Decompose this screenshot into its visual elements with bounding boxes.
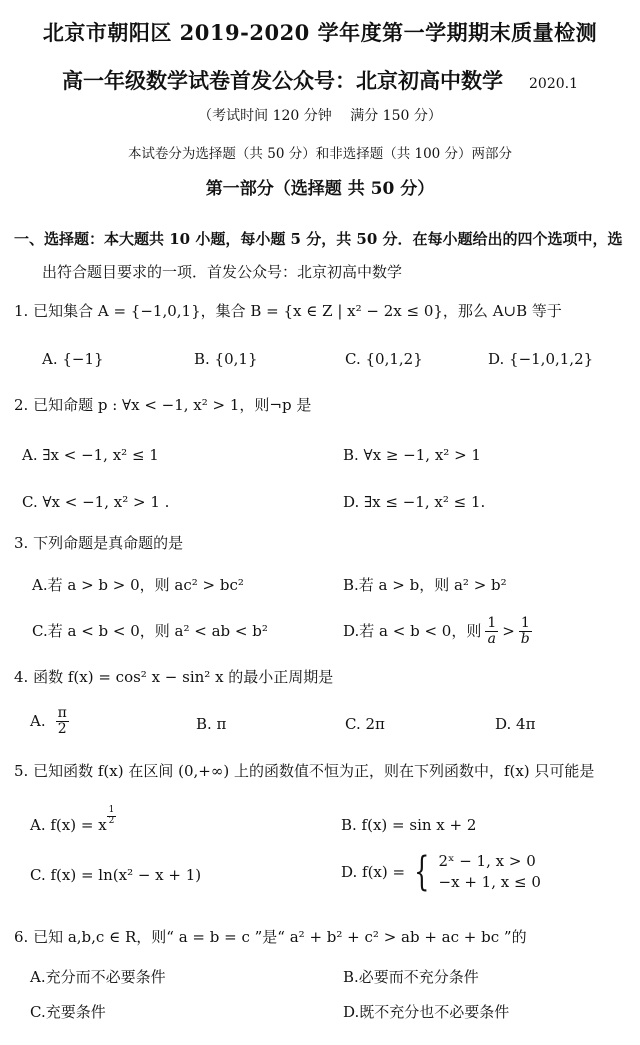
exam-subtitle xyxy=(0,70,640,91)
q5d-case-2: −x + 1, x ≤ 0 xyxy=(438,873,541,891)
question-6-stem: 6. 已知 a,b,c ∈ R，则“ a = b = c ”是“ a² + b² + c² > ab + ac + bc ”的 xyxy=(14,928,527,946)
q3d-fraction-1: $\frac{1}{a}$ xyxy=(487,615,497,648)
exam-info: （考试时间 120 分钟 满分 150 分） xyxy=(198,108,442,124)
question-6-option-c: C.充要条件 xyxy=(30,1003,106,1021)
question-2-option-c: C. ∀x < −1, x² > 1 . xyxy=(22,493,170,511)
exam-date: 2020.1 xyxy=(529,76,578,92)
question-1-option-c: C. {0,1,2} xyxy=(345,350,423,368)
q5a-exponent: $\frac{1}{2}$ xyxy=(108,805,115,826)
q4a-fraction: $\frac{\pi}{2}$ xyxy=(57,705,67,738)
subtitle-text: 高一年级数学试卷首发公众号：北京初高中数学 xyxy=(62,68,503,93)
question-1-option-a: A. {−1} xyxy=(42,350,104,368)
question-1-option-b: B. {0,1} xyxy=(194,350,258,368)
question-3-stem: 3. 下列命题是真命题的是 xyxy=(14,534,184,552)
exam-title: 北京市朝阳区 2019-2020 学年度第一学期期末质量检测 xyxy=(42,20,598,45)
section-instructions-line2: 出符合题目要求的一项．首发公众号：北京初高中数学 xyxy=(42,263,403,281)
q5d-brace: { xyxy=(414,849,430,895)
q5d-label: D. f(x) = xyxy=(341,862,406,881)
question-6-option-a: A.充分而不必要条件 xyxy=(30,968,166,986)
question-4-option-d: D. 4π xyxy=(495,715,536,733)
question-4-option-c: C. 2π xyxy=(345,715,385,733)
q4a-label: A. xyxy=(30,712,46,731)
q3d-fraction-2: $\frac{1}{b}$ xyxy=(520,615,530,648)
question-1-stem: 1. 已知集合 A = {−1,0,1}，集合 B = {x ∈ Z | x² − 2x ≤ 0}，那么 A∪B 等于 xyxy=(14,302,562,320)
question-3-option-b: B.若 a > b，则 a² > b² xyxy=(343,576,507,594)
question-3-option-a: A.若 a > b > 0，则 ac² > bc² xyxy=(32,576,244,594)
question-3-option-c: C.若 a < b < 0，则 a² < ab < b² xyxy=(32,622,268,640)
q5a-label: A. f(x) = x xyxy=(30,816,107,834)
question-4-option-b: B. π xyxy=(196,715,227,733)
question-4-option-a xyxy=(30,706,69,738)
paper-note: 本试卷分为选择题（共 50 分）和非选择题（共 100 分）两部分 xyxy=(127,146,513,162)
question-2-option-d: D. ∃x ≤ −1, x² ≤ 1. xyxy=(343,493,486,511)
q5d-cases xyxy=(439,854,541,890)
question-5-stem: 5. 已知函数 f(x) 在区间 (0,+∞) 上的函数值不恒为正，则在下列函数中，f(x) 只可能是 xyxy=(14,762,595,780)
question-4-stem: 4. 函数 f(x) = cos² x − sin² x 的最小正周期是 xyxy=(14,668,334,686)
question-3-option-d xyxy=(343,616,532,648)
question-1-option-d: D. {−1,0,1,2} xyxy=(488,350,594,368)
question-5-option-d xyxy=(341,849,541,895)
section-instructions-line1: 一、选择题：本大题共 10 小题，每小题 5 分，共 50 分．在每小题给出的四个选项中，选 xyxy=(14,230,623,248)
q3d-greater: > xyxy=(502,622,515,641)
question-6-option-d: D.既不充分也不必要条件 xyxy=(343,1003,510,1021)
question-5-option-b: B. f(x) = sin x + 2 xyxy=(341,816,477,834)
question-2-option-b: B. ∀x ≥ −1, x² > 1 xyxy=(343,446,481,464)
question-2-option-a: A. ∃x < −1, x² ≤ 1 xyxy=(22,446,159,464)
part-title: 第一部分（选择题 共 50 分） xyxy=(205,179,435,199)
question-5-option-c: C. f(x) = ln(x² − x + 1) xyxy=(30,866,202,884)
q5d-case-1: 2ˣ − 1, x > 0 xyxy=(438,852,536,870)
q3d-label: D.若 a < b < 0，则 xyxy=(343,622,482,641)
question-5-option-a xyxy=(30,805,116,839)
question-6-option-b: B.必要而不充分条件 xyxy=(343,968,479,986)
question-2-stem: 2. 已知命题 p : ∀x < −1, x² > 1，则¬p 是 xyxy=(14,396,312,414)
